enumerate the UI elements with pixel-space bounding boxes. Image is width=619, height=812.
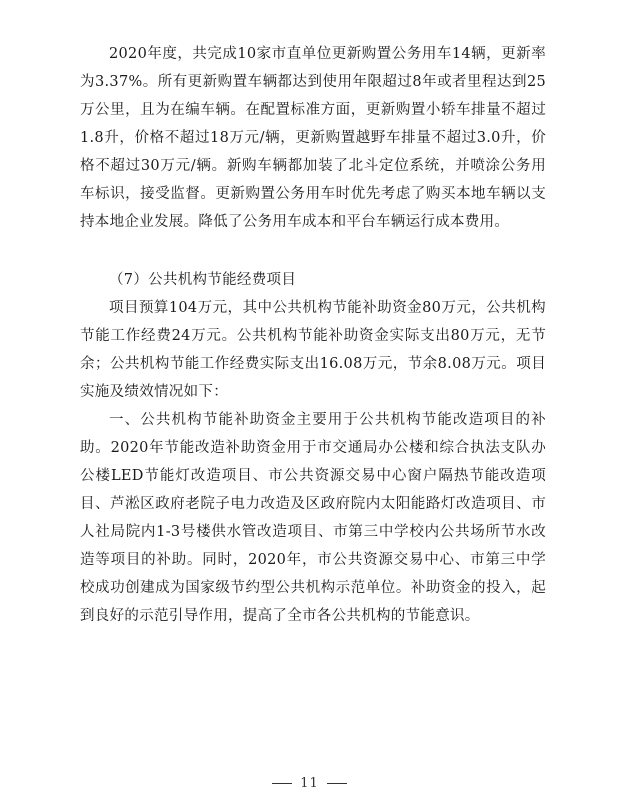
page-number-wrap	[264, 776, 355, 791]
page-number-footer	[0, 776, 619, 791]
paragraph-budget: 项目预算104万元，其中公共机构节能补助资金80万元，公共机构节能工作经费24万元。公共机构节能补助资金实际支出80万元，无节余；公共机构节能工作经费实际支出16.08万元，节余8.08万元。项目实施及绩效情况如下：	[80, 300, 546, 400]
page-number-right-dash	[327, 783, 347, 784]
page-number-left-dash	[272, 783, 292, 784]
paragraph-subsidy: 一、公共机构节能补助资金主要用于公共机构节能改造项目的补助。2020年节能改造补助资金用于市交通局办公楼和综合执法支队办公楼LED节能灯改造项目、市公共资源交易中心窗户隔热节能改造项目、芦淞区政府老院子电力改造及区政府院内太阳能路灯改造项目、市人社局院内1-3号楼供水管改造项目、市第三中学校内公共场所节水改造等项目的补助。同时，2020年，市公共资源交易中心、市第三中学校成功创建成为国家级节约型公共机构示范单位。补助资金的投入，起到良好的示范引导作用，提高了全市各公共机构的节能意识。	[80, 412, 546, 624]
section-gap	[80, 236, 546, 266]
section-heading: （7）公共机构节能经费项目	[109, 272, 297, 288]
document-body	[80, 40, 546, 630]
paragraph-vehicle-purchase: 2020年度，共完成10家市直单位更新购置公务用车14辆，更新率为3.37%。所有更新购置车辆都达到使用年限超过8年或者里程达到25万公里，且为在编车辆。在配置标准方面，更新购置小轿车排量不超过1.8升，价格不超过18万元/辆，更新购置越野车排量不超过3.0升，价格不超过30万元/辆。新购车辆都加装了北斗定位系统，并喷涂公务用车标识，接受监督。更新购置公务用车时优先考虑了购买本地车辆以支持本地企业发展。降低了公务用车成本和平台车辆运行成本费用。	[80, 46, 546, 230]
page-number: 11	[300, 776, 319, 791]
